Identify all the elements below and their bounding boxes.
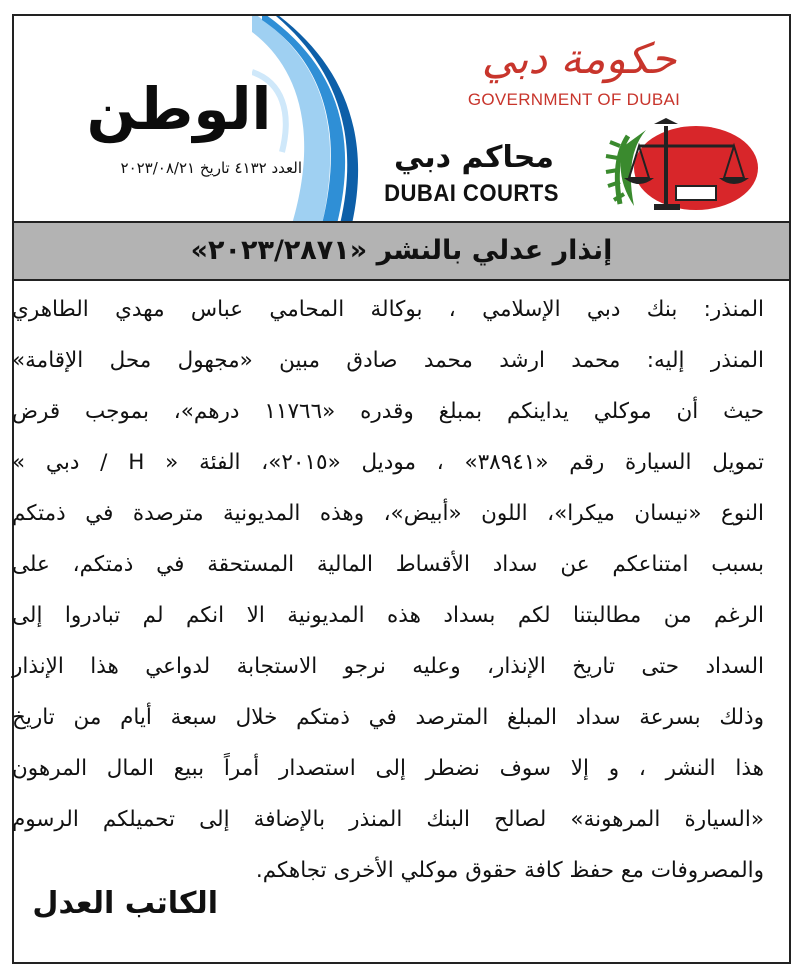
notice-line: المنذر: بنك دبي الإسلامي ، بوكالة المحامي عباس مهدي الطاهري bbox=[12, 297, 764, 322]
notice-line: وذلك بسرعة سداد المبلغ المترصد في ذمتكم خلال سبعة أيام من تاريخ bbox=[12, 705, 764, 730]
header bbox=[14, 16, 789, 221]
notice-line: تمويل السيارة رقم «٣٨٩٤١» ، موديل «٢٠١٥»، الفئة « H / دبي » bbox=[12, 450, 764, 475]
dubai-courts-emblem-icon bbox=[584, 116, 764, 216]
signature-notary: الكاتب العدل bbox=[32, 886, 218, 921]
issue-date-line: العدد ٤١٣٢ تاريخ ٢٠٢٣/٠٨/٢١ bbox=[120, 159, 302, 177]
notice-line: والمصروفات مع حفظ كافة حقوق موكلي الأخرى تجاهكم. bbox=[255, 858, 764, 883]
notice-line: هذا النشر ، و إلا سوف نضطر إلى استصدار أمراً ببيع المال المرهون bbox=[12, 756, 764, 781]
notice-line: الرغم من مطالبتنا لكم بسداد هذه المديونية الا انكم لم تبادروا إلى bbox=[12, 603, 764, 628]
notice-body bbox=[12, 284, 764, 896]
notice-line: المنذر إليه: محمد ارشد محمد صادق مبين «مجهول محل الإقامة» bbox=[12, 348, 764, 373]
notice-line: السداد حتى تاريخ الإنذار، وعليه نرجو الاستجابة لدواعي هذا الإنذار bbox=[12, 654, 764, 679]
government-name-arabic: حكومة دبي bbox=[481, 34, 677, 83]
courts-name-english: DUBAI COURTS bbox=[384, 180, 559, 207]
title-bar bbox=[14, 221, 789, 281]
government-name-english: GOVERNMENT OF DUBAI bbox=[467, 90, 681, 109]
notice-line: حيث أن موكلي يداينكم بمبلغ وقدره «١١٧٦٦ درهم»، بموجب قرض bbox=[12, 399, 764, 424]
notice-line: النوع «نيسان ميكرا»، اللون «أبيض»، وهذه المديونية مترصدة في ذمتكم bbox=[12, 501, 764, 526]
courts-name-arabic: محاكم دبي bbox=[394, 140, 554, 175]
notice-line: «السيارة المرهونة» لصالح البنك المنذر بالإضافة إلى تحميلكم الرسوم bbox=[12, 807, 764, 832]
notice-title: إنذار عدلي بالنشر «٢٠٢٣/٢٨٧١» bbox=[190, 235, 613, 266]
notice-line: بسبب امتناعكم عن سداد الأقساط المالية المستحقة في ذمتكم، على bbox=[12, 552, 764, 577]
newspaper-logo: الوطن bbox=[86, 75, 272, 143]
